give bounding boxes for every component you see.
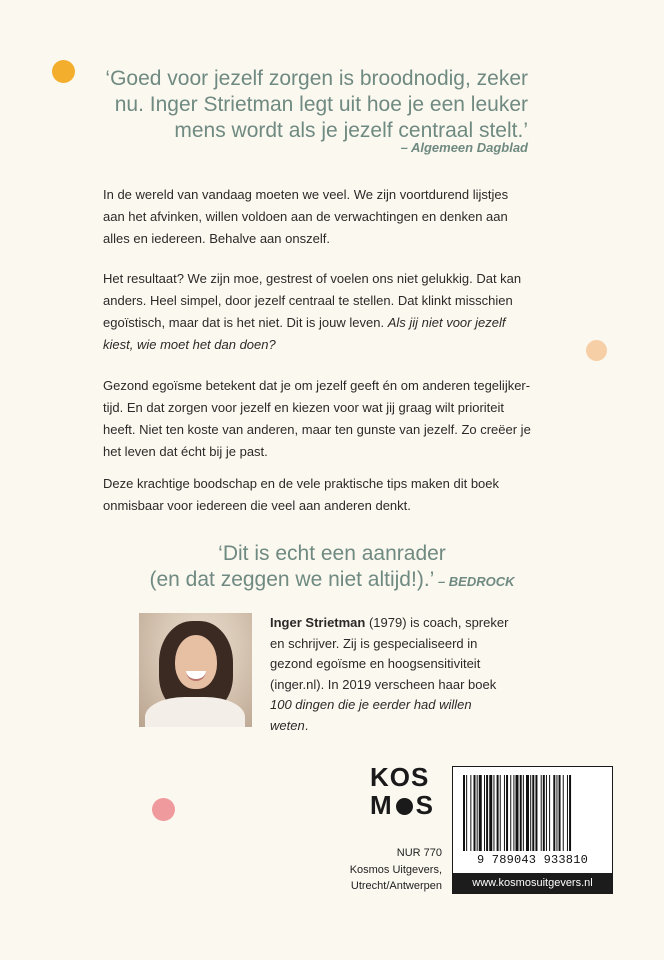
middle-review-quote — [102, 541, 562, 595]
logo-letter: S — [415, 790, 435, 820]
text-line: onmisbaar voor iedereen die veel aan anderen denkt. — [103, 498, 411, 513]
barcode-bar — [463, 775, 465, 851]
text-line: aan het afvinken, willen voldoen aan de verwachtingen en denken aan — [103, 209, 508, 224]
nur-code: NUR 770 — [396, 847, 442, 859]
italic-question: Als jij niet voor jezelf — [387, 315, 506, 330]
barcode-bar — [513, 775, 514, 851]
isbn-number: 9 789043 933810 — [476, 853, 589, 867]
barcode-bar — [549, 775, 550, 851]
bio-text: (1979) is coach, spreker — [365, 615, 509, 630]
text-line: het leven dat écht bij je past. — [103, 444, 268, 459]
text-line: In de wereld van vandaag moeten we veel. We zijn voortdurend lijstjes — [103, 187, 509, 202]
barcode-bar — [500, 775, 501, 851]
barcode-bar — [541, 775, 542, 851]
barcode-bar — [470, 775, 471, 851]
quote-line: nu. Inger Strietman legt uit hoe je een leuker — [114, 93, 528, 116]
barcode-bar — [546, 775, 547, 851]
barcode-bar — [520, 775, 522, 851]
barcode-bar — [530, 775, 531, 851]
logo-dot — [396, 798, 413, 815]
text-line: Het resultaat? We zijn moe, gestrest of voelen ons niet gelukkig. Dat kan — [103, 271, 522, 286]
isbn-barcode — [452, 766, 613, 894]
barcode-bar — [543, 775, 545, 851]
quote-attribution: – BEDROCK — [434, 574, 515, 589]
bio-line — [270, 613, 540, 634]
quote-text: (en dat zeggen we niet altijd!).’ — [149, 568, 435, 591]
blurb-paragraph-2 — [103, 268, 583, 356]
text-line: heeft. Niet ten koste van anderen, maar ten gunste van jezelf. Zo creëer je — [103, 422, 531, 437]
publisher-location: Utrecht/Antwerpen — [350, 880, 442, 892]
book-title-cont: weten — [270, 717, 305, 733]
barcode-bar — [523, 775, 524, 851]
quote-line: mens wordt als je jezelf centraal stelt.’ — [174, 119, 528, 142]
quote-line: ‘Dit is echt een aanrader — [218, 542, 446, 565]
barcode-bar — [535, 775, 537, 851]
quote-source: – Algemeen Dagblad — [400, 140, 528, 155]
bio-line: en schrijver. Zij is gespecialiseerd in — [270, 635, 478, 651]
italic-question-cont: kiest, wie moet het dan doen? — [103, 337, 276, 352]
barcode-bar — [559, 775, 561, 851]
author-bio — [270, 613, 540, 737]
barcode-bar — [563, 775, 564, 851]
text-line: anders. Heel simpel, door jezelf centraal te stellen. Dat klinkt misschien — [103, 293, 513, 308]
barcode-bar — [516, 775, 519, 851]
blurb-paragraph-4 — [103, 473, 583, 517]
publisher-info — [350, 845, 442, 895]
decorative-dot-orange — [52, 60, 75, 83]
text-line — [103, 334, 583, 356]
logo-letter: M — [370, 790, 393, 820]
publisher-url: www.kosmosuitgevers.nl — [453, 873, 612, 893]
decorative-dot-pink — [152, 798, 175, 821]
top-review-quote — [88, 66, 528, 144]
text-line: Gezond egoïsme betekent dat je om jezelf geeft én om anderen tegelijker- — [103, 378, 531, 393]
barcode-bar — [526, 775, 529, 851]
text-line: Deze krachtige boodschap en de vele praktische tips maken dit boek — [103, 476, 500, 491]
text-line — [103, 312, 583, 334]
blurb-paragraph-1 — [103, 184, 583, 250]
barcode-bar — [486, 775, 488, 851]
bio-line — [270, 695, 540, 716]
barcode-bar — [479, 775, 482, 851]
barcode-bar — [506, 775, 508, 851]
decorative-dot-peach — [586, 340, 607, 361]
blurb-paragraph-3 — [103, 375, 583, 463]
logo-row-1: KOS — [370, 762, 430, 792]
barcode-bar — [510, 775, 511, 851]
barcode-bars — [463, 775, 602, 851]
barcode-bar — [474, 775, 476, 851]
barcode-bar — [497, 775, 499, 851]
bio-line — [270, 716, 540, 737]
text-line: tijd. En dat zorgen voor jezelf en kiezen voor wat jij graag wilt prioriteit — [103, 400, 505, 415]
barcode-bar — [532, 775, 534, 851]
barcode-bar — [489, 775, 492, 851]
barcode-bar — [493, 775, 494, 851]
bio-text: . — [304, 717, 309, 733]
barcode-bar — [556, 775, 557, 851]
publisher-name: Kosmos Uitgevers, — [349, 863, 442, 876]
kosmos-logo — [370, 763, 444, 819]
barcode-bar — [484, 775, 485, 851]
bio-line: gezond egoïsme en hoogsensitiviteit — [270, 656, 481, 672]
quote-line: ‘Goed voor jezelf zorgen is broodnodig, zeker — [105, 67, 528, 90]
barcode-bar — [567, 775, 568, 851]
bio-line: (inger.nl). In 2019 verscheen haar boek — [270, 676, 497, 692]
author-photo — [139, 613, 252, 727]
logo-row-2 — [370, 791, 444, 819]
barcode-bar — [466, 775, 467, 851]
text-segment: egoïstisch, maar dat is het niet. Dit is jouw leven. — [103, 315, 388, 330]
barcode-bar — [553, 775, 555, 851]
text-line: alles en iedereen. Behalve aan onszelf. — [103, 231, 330, 246]
barcode-bar — [477, 775, 478, 851]
barcode-bar — [569, 775, 571, 851]
quote-line — [102, 567, 562, 595]
author-name: Inger Strietman — [270, 615, 366, 630]
book-title: 100 dingen die je eerder had willen — [270, 697, 472, 713]
barcode-bar — [504, 775, 505, 851]
